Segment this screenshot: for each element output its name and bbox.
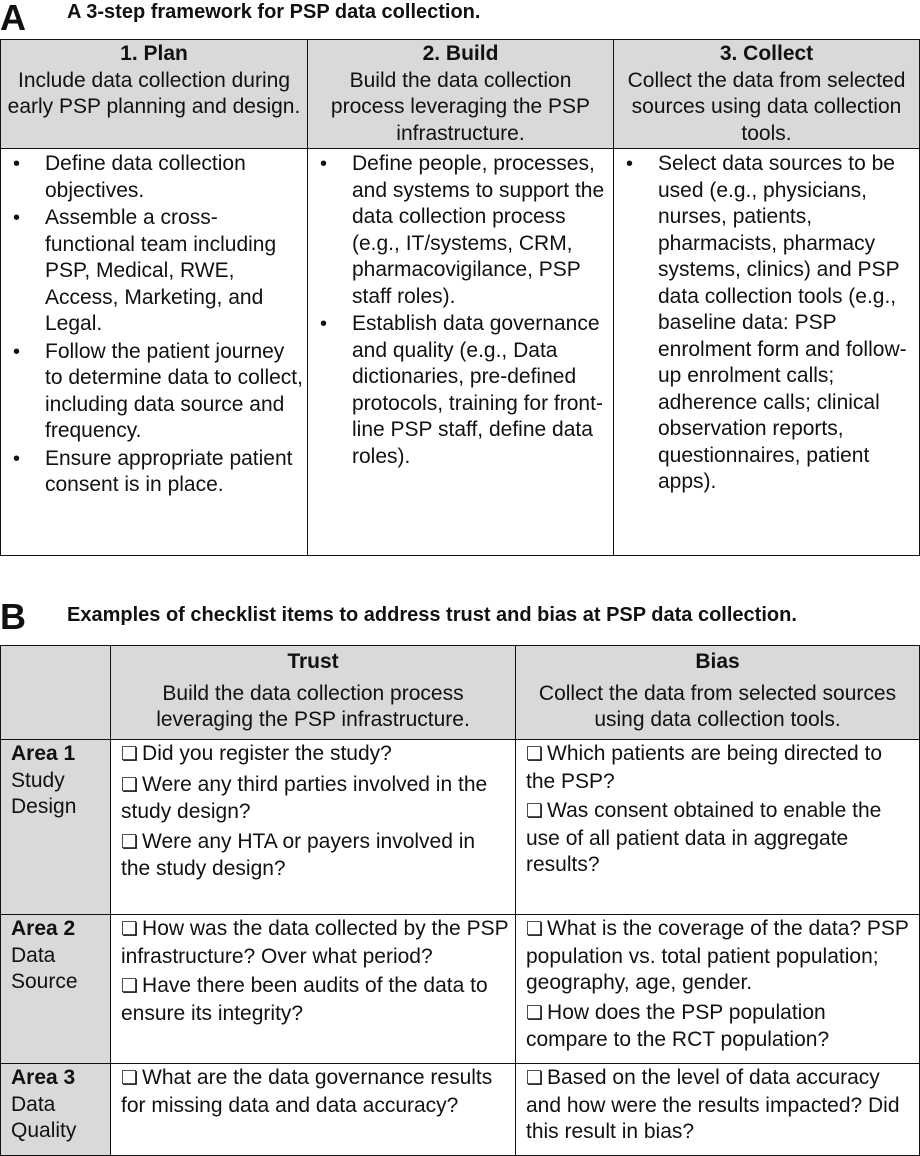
panel-b-title: Examples of checklist items to address trust and bias at PSP data collection. — [67, 604, 797, 626]
checklist-table — [0, 645, 920, 1156]
area-1-bias — [516, 740, 920, 915]
framework-table — [0, 39, 920, 556]
framework-header-row — [1, 40, 920, 149]
build-subtitle: Build the data collection process leveraging the PSP infrastructure. — [330, 68, 591, 145]
framework-body-row — [1, 149, 920, 556]
area-2-bias — [516, 915, 920, 1064]
bias-header — [516, 646, 920, 740]
list-item: • Assemble a cross-functional team including PSP, Medical, RWE, Access, Marketing, and Legal. — [9, 205, 303, 338]
list-item: • Define data collection objectives. — [9, 151, 303, 204]
list-item: • Ensure appropriate patient consent is in place. — [9, 446, 303, 499]
trust-header — [111, 646, 516, 740]
checkbox-icon: ❏ — [121, 774, 139, 796]
checkbox-icon: ❏ — [526, 1068, 544, 1089]
area-number: Area 3 — [11, 1066, 76, 1089]
area-number: Area 1 — [11, 742, 76, 765]
plan-title: 1. Plan — [120, 42, 188, 65]
area-name: Study — [11, 768, 65, 792]
checklist-header-row — [1, 646, 920, 740]
checkbox-icon: ❏ — [526, 919, 544, 940]
checklist-item: ❏ What is the coverage of the data? PSP population vs. total patient population; geography, age, gender. — [526, 917, 909, 994]
checklist-item: ❏ Were any third parties involved in the study design? — [121, 772, 488, 823]
checklist-item: ❏ Which patients are being directed to the PSP? — [526, 742, 883, 793]
area-name: Data — [11, 1092, 56, 1116]
plan-body — [1, 149, 308, 556]
area-3-bias — [516, 1064, 920, 1156]
area-3-label — [1, 1064, 111, 1156]
table-row — [1, 1064, 920, 1156]
checklist-item: ❏ Have there been audits of the data to ensure its integrity? — [121, 974, 488, 1025]
area-name: Source — [11, 970, 78, 993]
panel-a-title: A 3-step framework for PSP data collection. — [67, 1, 481, 23]
area-1-label — [1, 740, 111, 915]
collect-title: 3. Collect — [719, 42, 814, 65]
build-title: 2. Build — [422, 42, 499, 65]
checklist-item: ❏ Did you register the study? — [121, 741, 509, 769]
checkbox-icon: ❏ — [526, 1002, 544, 1024]
checkbox-icon: ❏ — [121, 744, 139, 765]
checklist-item: ❏ Were any HTA or payers involved in the study design? — [121, 829, 476, 880]
area-name: Quality — [11, 1119, 77, 1142]
list-item: • Establish data governance and quality (e.g., Data dictionaries, pre-defined protocols, training for front-line PSP staff, define data roles). — [316, 311, 609, 470]
area-name: Data — [11, 943, 56, 967]
bias-subtitle: Collect the data from selected sources using data collection tools. — [538, 681, 897, 731]
area-1-trust — [111, 740, 516, 915]
checklist-item: ❏ What are the data governance results for missing data and data accuracy? — [121, 1066, 493, 1117]
checklist-item: ❏ How does the PSP population compare to the RCT population? — [526, 1000, 830, 1051]
checkbox-icon: ❏ — [121, 831, 139, 853]
checkbox-icon: ❏ — [526, 744, 544, 765]
build-header — [308, 40, 614, 149]
plan-header — [1, 40, 308, 149]
build-bullet-list — [316, 151, 609, 470]
checkbox-icon: ❏ — [121, 976, 139, 997]
checkbox-icon: ❏ — [121, 1068, 139, 1089]
collect-header — [614, 40, 920, 149]
checklist-item: ❏ Based on the level of data accuracy and how were the results impacted? Did this result in bias? — [526, 1066, 900, 1143]
build-body — [308, 149, 614, 556]
collect-body — [614, 149, 920, 556]
panel-b-letter: B — [0, 596, 26, 637]
checklist-item: ❏ Was consent obtained to enable the use of all patient data in aggregate results? — [526, 799, 882, 876]
trust-title: Trust — [287, 650, 339, 673]
checkbox-icon: ❏ — [526, 801, 544, 822]
collect-subtitle: Collect the data from selected sources using data collection tools. — [627, 68, 906, 145]
plan-subtitle: Include data collection during early PSP planning and design. — [7, 68, 301, 118]
checklist-item: ❏ How was the data collected by the PSP infrastructure? Over what period? — [121, 917, 509, 968]
collect-bullet-list — [622, 151, 915, 496]
plan-bullet-list — [9, 151, 303, 499]
list-item: • Define people, processes, and systems to support the data collection process (e.g., IT/systems, CRM, pharmacovigilance, PSP staff roles). — [316, 151, 609, 310]
area-number: Area 2 — [11, 917, 76, 940]
table-row — [1, 740, 920, 915]
area-name: Design — [11, 795, 77, 818]
corner-cell — [1, 646, 111, 740]
table-row — [1, 915, 920, 1064]
trust-subtitle: Build the data collection process leveraging the PSP infrastructure. — [156, 681, 470, 731]
area-3-trust — [111, 1064, 516, 1156]
panel-a-letter: A — [0, 0, 26, 38]
list-item: • Select data sources to be used (e.g., physicians, nurses, patients, pharmacists, pharmacy systems, clinics) and PSP data collection tools (e.g., baseline data: PSP enrolment form and follow-up enrolment calls; adherence calls; clinical observation reports, questionnaires, patient apps). — [622, 151, 915, 496]
area-2-trust — [111, 915, 516, 1064]
checkbox-icon: ❏ — [121, 919, 139, 940]
bias-title: Bias — [695, 650, 740, 673]
area-2-label — [1, 915, 111, 1064]
list-item: • Follow the patient journey to determine data to collect, including data source and frequency. — [9, 339, 303, 445]
